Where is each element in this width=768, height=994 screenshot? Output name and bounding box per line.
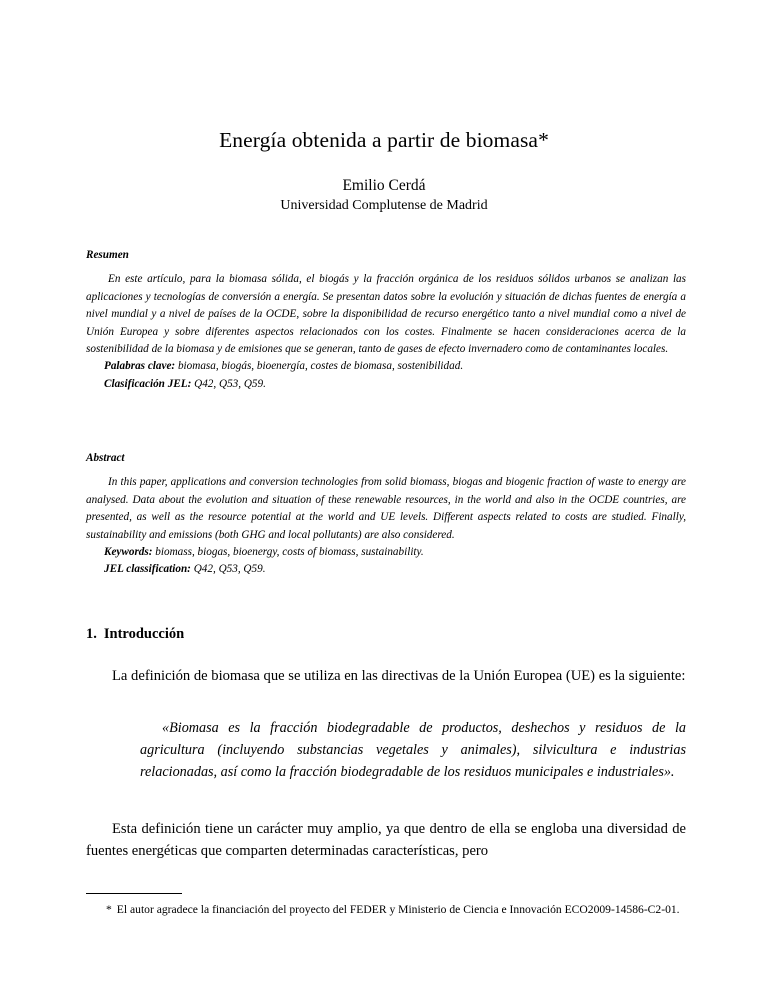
abstract-keywords-label: Keywords: (104, 546, 153, 559)
abstract-heading: Abstract (86, 452, 125, 464)
resumen-jel-line (86, 376, 686, 393)
abstract-body: In this paper, applications and conversion technologies from solid biomass, biogas and biogenic fraction of waste to energy are analysed. Data about the evolution and situation of these renewable resources, in the world and also in the OCDE countries, are presented, as well as the resource potential at the world and UE levels. Different aspects related to costs are studied. Finally, sustainability and emissions (both GHG and local pollutants) are also considered. (86, 476, 686, 541)
resumen-heading: Resumen (86, 249, 129, 261)
intro-paragraph-1: La definición de biomasa que se utiliza en las directivas de la Unión Europea (UE) es la siguiente: (112, 668, 686, 684)
section-title: Introducción (103, 626, 185, 642)
abstract-jel-line (86, 561, 686, 578)
resumen-jel-value: Q42, Q53, Q59. (194, 377, 266, 390)
author-name: Emilio Cerdá (342, 177, 426, 194)
resumen-jel-label: Clasificación JEL: (104, 377, 192, 390)
intro-paragraph-2: Esta definición tiene un carácter muy amplio, ya que dentro de ella se engloba una diversidad de fuentes energéticas que comparten determinadas características, pero (86, 821, 686, 860)
footnote-separator-rule (86, 893, 182, 894)
footnote-acknowledgement (86, 901, 686, 918)
resumen-body: En este artículo, para la biomasa sólida, el biogás y la fracción orgánica de los residuos sólidos urbanos se analizan las aplicaciones y tecnologías de conversión a energía. Se presentan datos sobre la evolución y situación de dichas fuentes de energía a nivel mundial y a nivel de países de la OCDE, sobre la disponibilidad de recurso energético tanto a nivel mundial como a nivel de Unión Europea y sobre diferentes aspectos relacionados con los costes. Finalmente se hacen consideraciones acerca de la sostenibilidad de la biomasa y de emisiones que se generan, tanto de gases de efecto invernadero como de contaminantes locales. (86, 273, 686, 356)
abstract-jel-value: Q42, Q53, Q59. (193, 563, 266, 576)
section-heading-introduccion (86, 626, 686, 643)
resumen-keywords-label: Palabras clave: (104, 360, 176, 373)
biomass-definition-quote: «Biomasa es la fracción biodegradable de productos, deshechos y residuos de la agricultura (incluyendo substancias vegetales y animales), silvicultura e industrias relacionadas, así como la fracción biodegradable de los residuos municipales e industriales». (140, 720, 686, 780)
abstract-keywords-line (86, 544, 686, 561)
page-title: Energía obtenida a partir de biomasa* (219, 128, 549, 153)
footnote-marker: * (106, 903, 112, 916)
abstract-jel-label: JEL classification: (104, 563, 191, 576)
abstract-keywords-value: biomass, biogas, bioenergy, costs of biomass, sustainability. (155, 546, 424, 559)
footnote-text: El autor agradece la financiación del proyecto del FEDER y Ministerio de Ciencia e Innovación ECO2009-14586-C2-01. (116, 903, 680, 916)
resumen-keywords-line (86, 358, 686, 375)
author-affiliation: Universidad Complutense de Madrid (280, 198, 488, 213)
abstract-section (86, 452, 686, 579)
resumen-section (86, 249, 686, 393)
resumen-keywords-value: biomasa, biogás, bioenergía, costes de biomasa, sostenibilidad. (177, 360, 464, 373)
section-number: 1. (86, 626, 97, 642)
